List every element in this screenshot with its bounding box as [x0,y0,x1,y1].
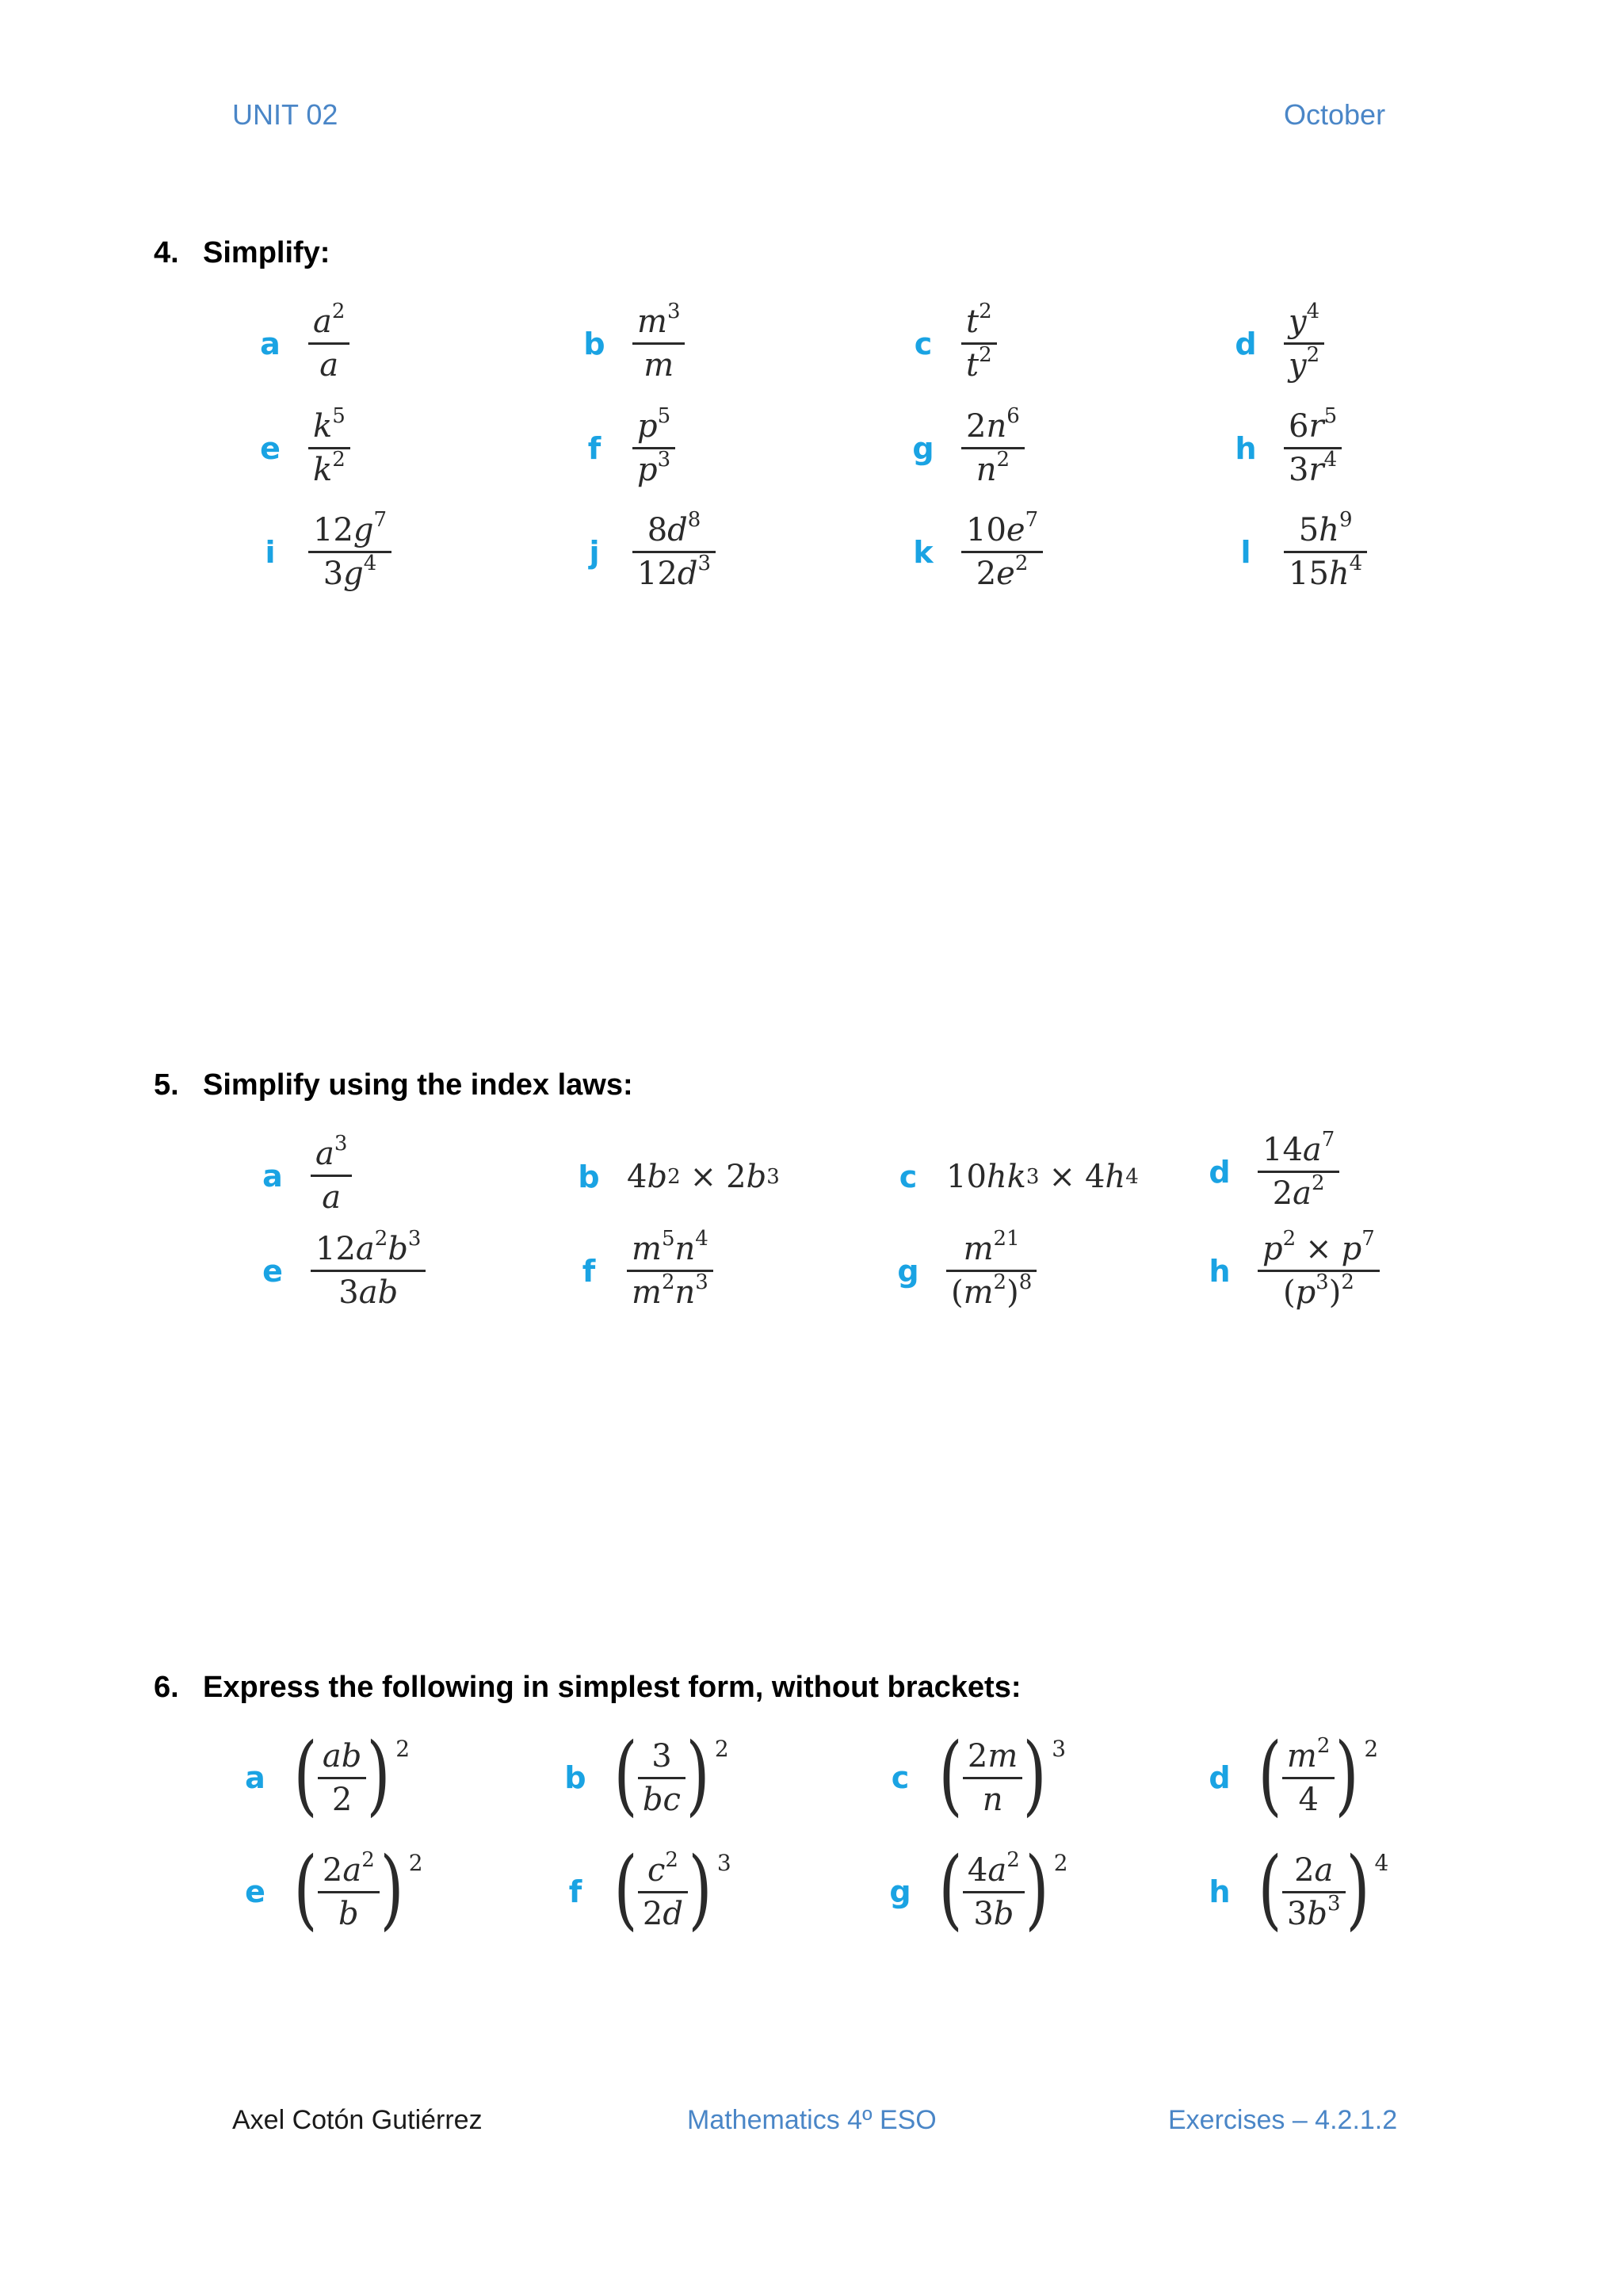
header-month: October [1284,98,1386,131]
question-number: 4. [154,236,179,269]
item-label: g [897,1253,919,1289]
exercise-6e: e ( $\frac{2a^2}{b}$ ) 2 [235,1848,423,1935]
question-number: 5. [154,1068,179,1102]
exercise-4j: j $\frac{8d^8}{12d^3}$ [574,510,716,594]
exercise-4i: i $\frac{12g^7}{3g^4}$ [250,510,391,594]
item-label: d [1209,1154,1231,1190]
exercise-6c: c ( $\frac{2m}{n}$ ) 3 [880,1734,1066,1821]
exercise-4k: k $\frac{10e^7}{2e^2}$ [903,510,1043,594]
item-label: e [262,1253,283,1289]
exercise-4l: l $\frac{5h^9}{15h^4}$ [1225,510,1367,594]
item-label: h [1209,1874,1231,1909]
item-label: a [262,1158,283,1194]
exercise-4d: d $\frac{y^4}{y^2}$ [1225,301,1324,386]
question-6-title [154,1671,1022,1705]
item-label: l [1240,534,1251,570]
exercise-4b: b $\frac{m^3}{m}$ [574,301,685,386]
question-4-title [154,236,330,270]
exercise-5c: c 10 hk 3 × 4 h 4 [888,1159,1139,1195]
item-label: b [583,326,605,361]
exercise-6b: b ( $\frac{3}{bc}$ ) 2 [555,1734,729,1821]
item-label: d [1209,1760,1231,1795]
exercise-4c: c $\frac{t^2}{t^2}$ [903,301,997,386]
item-label: f [587,430,601,466]
item-label: g [912,430,934,466]
item-label: g [889,1874,911,1909]
item-label: d [1235,326,1257,361]
item-label: c [899,1159,918,1194]
item-label: f [568,1874,582,1909]
exercise-5h: h $\frac{p^2 \times p^7}{(p^3)^2}$ [1199,1228,1380,1313]
exercise-5b: b 4 b 2 × 2 b 3 [568,1159,780,1195]
footer-subject: Mathematics 4º ESO [687,2105,937,2135]
item-label: e [260,430,281,466]
exercise-4e: e $\frac{k^5}{k^2}$ [250,406,350,491]
item-label: h [1209,1253,1231,1289]
exercise-4a: a $\frac{a^2}{a}$ [250,301,349,386]
item-label: b [564,1760,586,1795]
item-label: f [582,1253,596,1289]
exercise-5e: e $\frac{12a^2b^3}{3ab}$ [252,1228,426,1313]
item-label: b [578,1159,600,1194]
question-text: Simplify using the index laws: [203,1068,633,1102]
exercise-4g: g $\frac{2n^6}{n^2}$ [903,406,1025,491]
question-text: Simplify: [203,236,330,269]
question-number: 6. [154,1671,179,1704]
header-unit: UNIT 02 [232,98,338,131]
question-text: Express the following in simplest form, without brackets: [203,1671,1022,1704]
exercise-6d: d ( $\frac{m^2}{4}$ ) 2 [1199,1734,1378,1821]
item-label: c [914,326,933,361]
exercise-5a: a $\frac{a^3}{a}$ [252,1133,352,1218]
exercise-5d: d $\frac{14a^7}{2a^2}$ [1199,1129,1339,1214]
item-label: j [589,534,600,570]
item-label: h [1235,430,1257,466]
item-label: a [245,1760,265,1795]
exercise-6g: g ( $\frac{4a^2}{3b}$ ) 2 [880,1848,1068,1935]
exercise-5g: g $\frac{m^{21}}{(m^2)^8}$ [888,1228,1037,1313]
exercise-4h: h $\frac{6r^5}{3r^4}$ [1225,406,1342,491]
question-5-title [154,1068,633,1102]
item-label: c [891,1760,910,1795]
exercise-6a: a ( $\frac{ab}{2}$ ) 2 [235,1734,410,1821]
exercise-4f: f $\frac{p^5}{p^3}$ [574,406,675,491]
item-label: a [260,326,281,361]
exercise-6h: h ( $\frac{2a}{3b^3}$ ) 4 [1199,1848,1388,1935]
exercise-5f: f $\frac{m^5n^4}{m^2n^3}$ [568,1228,713,1313]
exercise-6f: f ( $\frac{c^2}{2d}$ ) 3 [555,1848,731,1935]
item-label: i [265,534,276,570]
footer-exercise-code: Exercises – 4.2.1.2 [1168,2105,1398,2135]
item-label: k [913,534,934,570]
footer-author: Axel Cotón Gutiérrez [232,2105,483,2135]
item-label: e [245,1874,265,1909]
